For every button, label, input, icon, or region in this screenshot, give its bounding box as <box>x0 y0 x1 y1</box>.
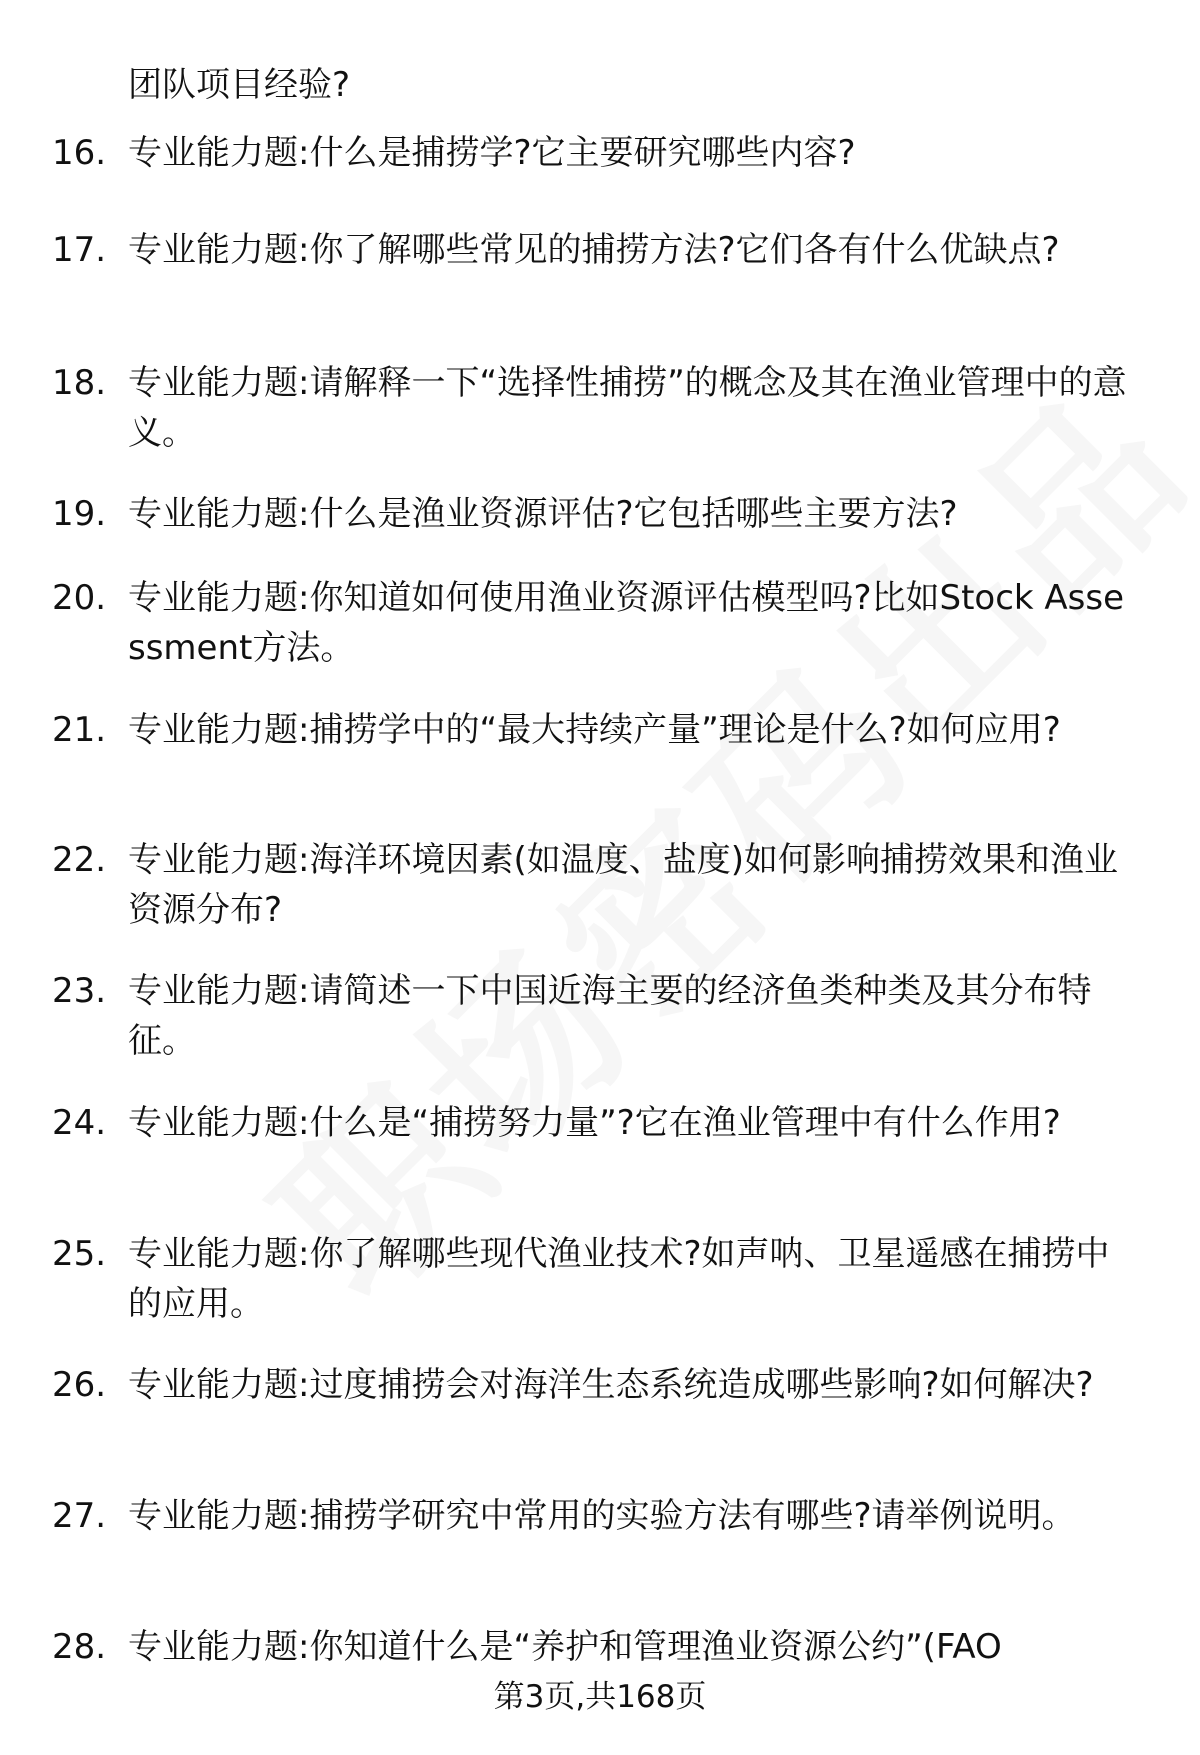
list-item <box>52 1098 1152 1148</box>
item-number: 16. <box>52 133 107 173</box>
item-text: 专业能力题:你了解哪些常见的捕捞方法?它们各有什么优缺点? <box>128 230 1060 270</box>
item-number: 27. <box>52 1496 107 1536</box>
item-number: 24. <box>52 1103 107 1143</box>
item-text: 专业能力题:什么是“捕捞努力量”?它在渔业管理中有什么作用? <box>128 1103 1061 1143</box>
item-text: 专业能力题:捕捞学中的“最大持续产量”理论是什么?如何应用? <box>128 710 1061 750</box>
item-number: 20. <box>52 578 107 618</box>
item-text: 专业能力题:请简述一下中国近海主要的经济鱼类种类及其分布特征。 <box>128 971 1092 1061</box>
list-item <box>52 489 1152 539</box>
item-number: 21. <box>52 710 107 750</box>
item-number: 19. <box>52 494 107 534</box>
list-item <box>52 1491 1152 1541</box>
item-number: 17. <box>52 230 107 270</box>
item-text: 专业能力题:你了解哪些现代渔业技术?如声呐、卫星遥感在捕捞中的应用。 <box>128 1234 1110 1324</box>
page-footer: 第3页,共168页 <box>493 1679 707 1715</box>
list-item <box>52 573 1152 673</box>
item-text: 专业能力题:捕捞学研究中常用的实验方法有哪些?请举例说明。 <box>128 1496 1076 1536</box>
list-item <box>52 705 1152 755</box>
item-number: 25. <box>52 1234 107 1274</box>
item-text: 专业能力题:你知道如何使用渔业资源评估模型吗?比如Stock Assessment方法。 <box>128 578 1125 668</box>
item-number: 26. <box>52 1365 107 1405</box>
item-text: 专业能力题:过度捕捞会对海洋生态系统造成哪些影响?如何解决? <box>128 1365 1094 1405</box>
item-text: 专业能力题:海洋环境因素(如温度、盐度)如何影响捕捞效果和渔业资源分布? <box>128 840 1118 930</box>
item-number: 28. <box>52 1627 107 1667</box>
list-item <box>52 225 1152 275</box>
list-item <box>52 358 1152 458</box>
list-item <box>52 128 1152 178</box>
item-number: 22. <box>52 840 107 880</box>
item-text: 专业能力题:请解释一下“选择性捕捞”的概念及其在渔业管理中的意义。 <box>128 363 1127 453</box>
list-item <box>52 1229 1152 1329</box>
item-text: 专业能力题:什么是渔业资源评估?它包括哪些主要方法? <box>128 494 958 534</box>
item-number: 18. <box>52 363 107 403</box>
list-item <box>52 835 1152 935</box>
continuation-text: 团队项目经验? <box>128 65 351 105</box>
item-text: 专业能力题:你知道什么是“养护和管理渔业资源公约”(FAO <box>128 1627 1002 1667</box>
list-item <box>52 966 1152 1066</box>
item-number: 23. <box>52 971 107 1011</box>
item-text: 专业能力题:什么是捕捞学?它主要研究哪些内容? <box>128 133 856 173</box>
list-item <box>52 1622 1152 1672</box>
list-item <box>52 1360 1152 1410</box>
